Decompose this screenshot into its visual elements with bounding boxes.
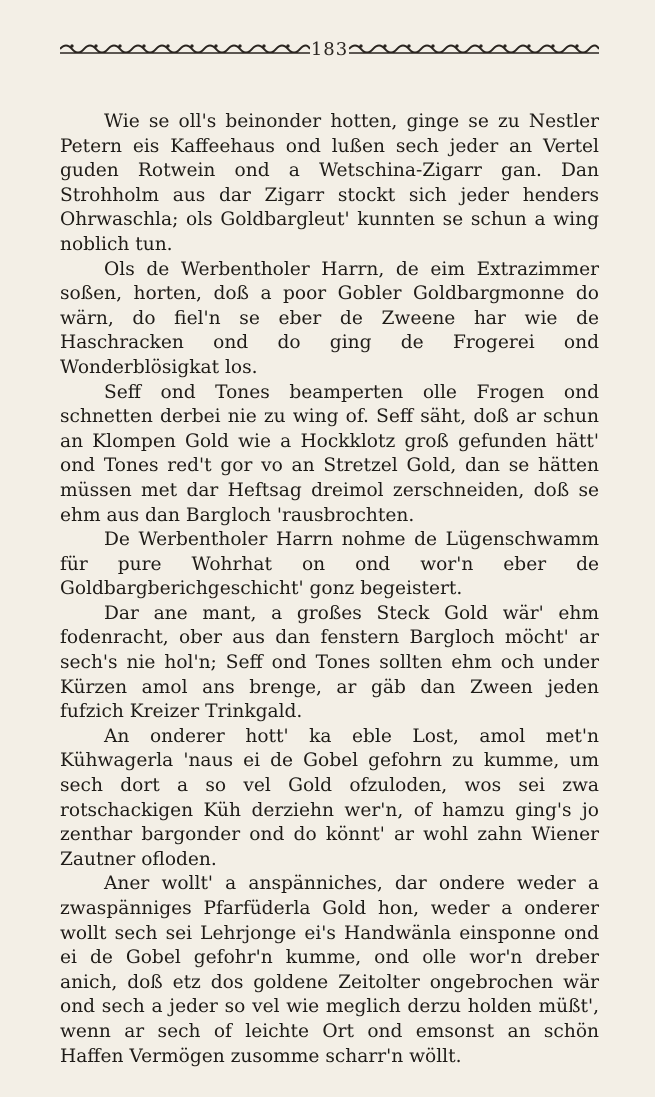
ornamental-band-icon: [349, 41, 599, 57]
paragraph: Aner wollt' a anspänniches, dar ondere weder a zwaspänniges Pfarfüderla Gold hon, weder a onderer wollt sech sei Lehrjonge ei's Handwänla einsponne ond ei de Gobel gefohr'n kumme, ond olle wor'n dreber anich, doß etz dos goldene Zeitolter ongebrochen wär ond sech a jeder so vel wie meglich derzu holden müßt', wenn ar sech of leichte Ort ond emsonst an schön Haffen Vermögen zusomme scharr'n wöllt.: [60, 873, 599, 1067]
ornamental-band-icon: [60, 41, 310, 57]
page-number: 183: [310, 38, 349, 60]
paragraph: An onderer hott' ka eble Lost, amol met'n Kühwagerla 'naus ei de Gobel gefohrn zu kumme, um sech dort a so vel Gold ofzuloden, wos sei zwa rotschackigen Küh derziehn wer'n, of hamzu ging's jo zenthar bargonder ond do könnt' ar wohl zahn Wiener Zautner ofloden.: [60, 725, 599, 870]
paragraph: Seff ond Tones beamperten olle Frogen ond schnetten derbei nie zu wing of. Seff säht, doß ar schun an Klompen Gold wie a Hockklotz groß gefunden hätt' ond Tones red't gor vo an Stretzel Gold, dan se hätten müssen met dar Heftsag dreimol zerschneiden, doß se ehm aus dan Bargloch 'rausbrochten.: [60, 381, 599, 526]
paragraph: De Werbentholer Harrn nohme de Lügenschwamm für pure Wohrhat on ond wor'n eber de Goldbargberichgeschicht' gonz begeistert.: [60, 529, 599, 600]
paragraph: Wie se oll's beinonder hotten, ginge se zu Nestler Petern eis Kaffeehaus ond lußen sech jeder an Vertel guden Rotwein ond a Wetschina-Zigarr gan. Dan Strohholm aus dar Zigarr stockt sich jeder henders Ohrwaschla; ols Goldbargleut' kunnten se schun a wing noblich tun.: [60, 111, 599, 255]
paragraph: Dar ane mant, a großes Steck Gold wär' ehm fodenracht, ober aus dan fenstern Bargloch möcht' ar sech's nie hol'n; Seff ond Tones sollten ehm och under Kürzen amol ans brenge, ar gäb dan Zween jeden fufzich Kreizer Trinkgald.: [60, 602, 599, 723]
paragraph: Ols de Werbentholer Harrn, de eim Extrazimmer soßen, horten, doß a poor Gobler Goldbargmonne do wärn, do fiel'n se eber de Zweene har wie de Haschracken ond do ging de Frogerei ond Wonderblösigkat los.: [60, 258, 599, 378]
page-header: [60, 34, 599, 64]
body-text: [60, 110, 599, 1069]
